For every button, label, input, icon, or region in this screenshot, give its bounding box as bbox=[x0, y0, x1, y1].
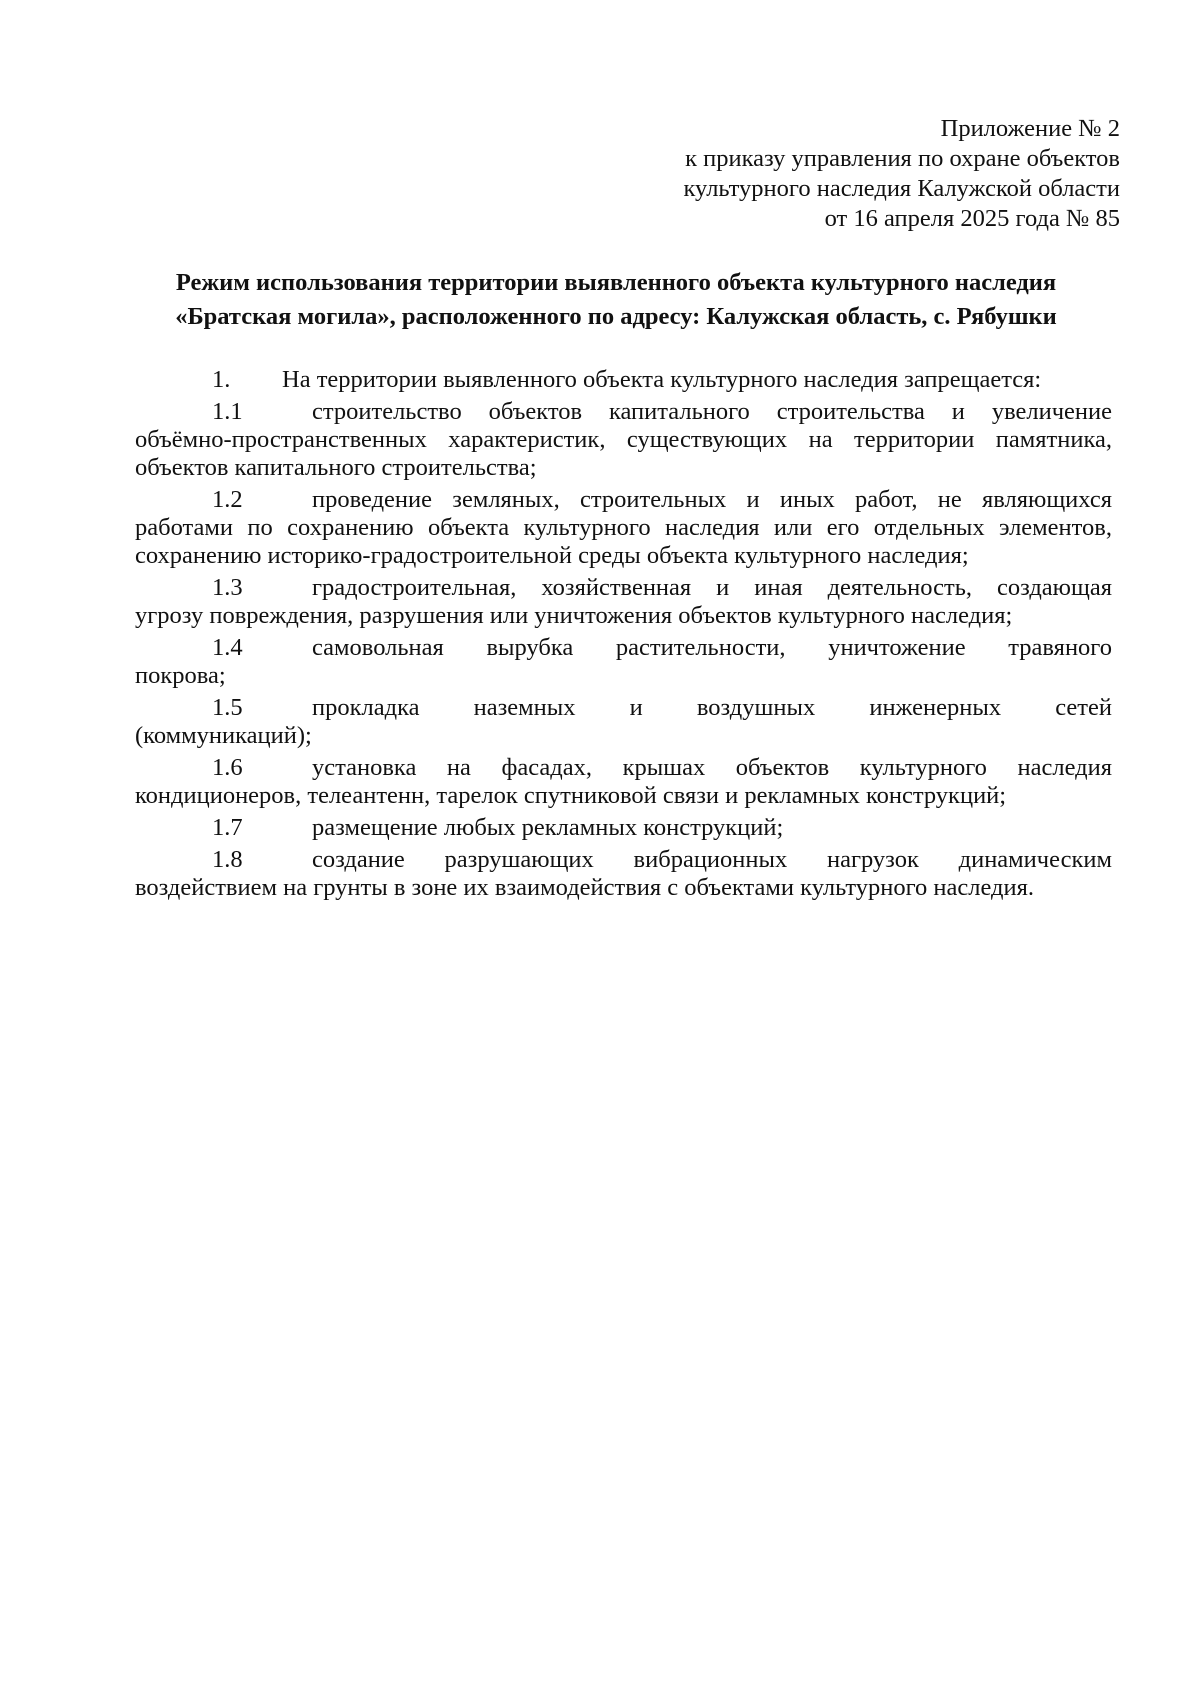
list-item-first-line: прокладка наземных и воздушных инженерных сетей bbox=[312, 694, 1112, 721]
appendix-date-line: от 16 апреля 2025 года № 85 bbox=[824, 205, 1120, 232]
title-line-1: Режим использования территории выявленного объекта культурного наследия bbox=[175, 269, 1057, 296]
document-title bbox=[120, 266, 1112, 334]
list-item-1-6 bbox=[135, 754, 1112, 810]
list-item-1-3 bbox=[135, 574, 1112, 630]
list-item-number: 1.6 bbox=[212, 754, 243, 781]
list-item-number: 1.8 bbox=[212, 846, 243, 873]
appendix-number: Приложение № 2 bbox=[940, 115, 1120, 142]
list-item-1-7 bbox=[135, 814, 1112, 842]
appendix-header bbox=[520, 114, 1120, 234]
appendix-order-line: к приказу управления по охране объектов bbox=[685, 145, 1120, 172]
list-item-number: 1.2 bbox=[212, 486, 243, 513]
list-item-main bbox=[135, 366, 1112, 394]
list-item-line: работами по сохранению объекта культурного наследия или его отдельных элементов, bbox=[135, 514, 1112, 541]
list-item-first-line: строительство объектов капитального строительства и увеличение bbox=[312, 398, 1112, 425]
list-item-first-line: установка на фасадах, крышах объектов культурного наследия bbox=[312, 754, 1112, 781]
list-item-number: 1.7 bbox=[212, 814, 243, 841]
list-item-text: На территории выявленного объекта культурного наследия запрещается: bbox=[282, 366, 1042, 393]
list-item-first-line: градостроительная, хозяйственная и иная деятельность, создающая bbox=[312, 574, 1112, 601]
list-item-number: 1.1 bbox=[212, 398, 243, 425]
list-item-1-4 bbox=[135, 634, 1112, 690]
list-item-number: 1.4 bbox=[212, 634, 243, 661]
list-item-line: объектов капитального строительства; bbox=[135, 454, 537, 481]
list-item-line: кондиционеров, телеантенн, тарелок спутниковой связи и рекламных конструкций; bbox=[135, 782, 1007, 809]
list-item-number: 1. bbox=[212, 366, 231, 393]
list-item-line: (коммуникаций); bbox=[135, 722, 312, 749]
list-item-first-line: самовольная вырубка растительности, уничтожение травяного bbox=[312, 634, 1112, 661]
list-item-line: воздействием на грунты в зоне их взаимодействия с объектами культурного наследия. bbox=[135, 874, 1035, 901]
list-item-line: сохранению историко-градостроительной среды объекта культурного наследия; bbox=[135, 542, 969, 569]
list-item-1-8 bbox=[135, 846, 1112, 902]
list-item-1-2 bbox=[135, 486, 1112, 570]
list-item-first-line: проведение земляных, строительных и иных работ, не являющихся bbox=[312, 486, 1112, 513]
list-item-line: угрозу повреждения, разрушения или уничтожения объектов культурного наследия; bbox=[135, 602, 1013, 629]
list-item-1-5 bbox=[135, 694, 1112, 750]
list-item-line: объёмно-пространственных характеристик, существующих на территории памятника, bbox=[135, 426, 1112, 453]
list-item-number: 1.3 bbox=[212, 574, 243, 601]
list-item-line: покрова; bbox=[135, 662, 226, 689]
list-item-1-1 bbox=[135, 398, 1112, 482]
title-line-2: «Братская могила», расположенного по адресу: Калужская область, с. Рябушки bbox=[175, 303, 1057, 330]
list-item-first-line: размещение любых рекламных конструкций; bbox=[312, 814, 784, 841]
list-item-number: 1.5 bbox=[212, 694, 243, 721]
appendix-authority-line: культурного наследия Калужской области bbox=[683, 175, 1120, 202]
list-item-first-line: создание разрушающих вибрационных нагрузок динамическим bbox=[312, 846, 1112, 873]
document-body bbox=[135, 366, 1112, 906]
